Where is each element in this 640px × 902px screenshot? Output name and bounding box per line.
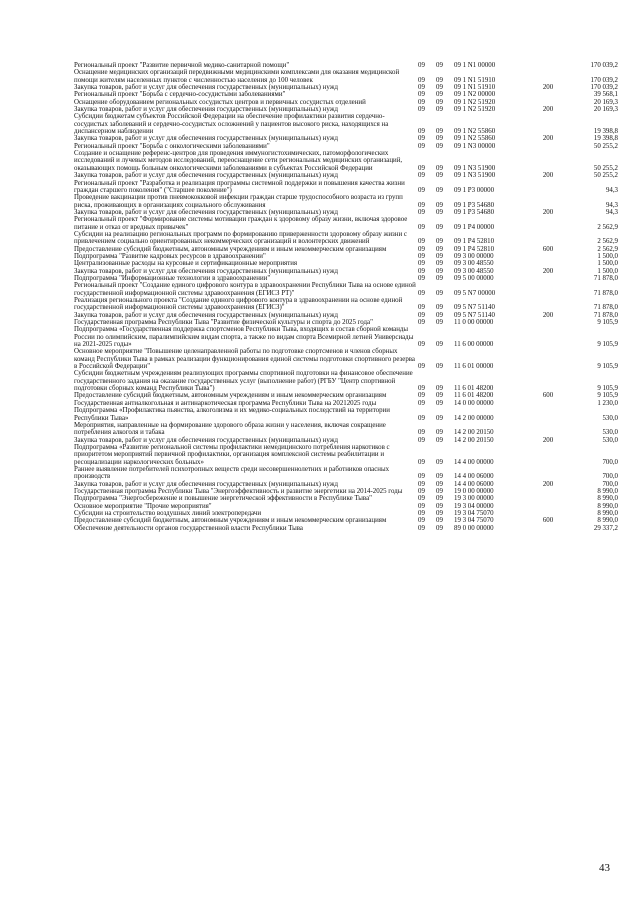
table-row bbox=[74, 260, 618, 267]
table-row bbox=[74, 466, 618, 481]
row-subsection-code: 09 bbox=[436, 135, 443, 143]
row-subsection-code: 09 bbox=[436, 238, 443, 246]
table-row bbox=[74, 143, 618, 150]
table-row bbox=[74, 84, 618, 91]
row-name: Региональный проект "Формирование системы мотивации граждан к здоровому образу жизни, включая здоровое питание и отказ от вредных привычек" bbox=[74, 216, 408, 231]
row-name: Закупка товаров, работ и услуг для обеспечения государственных (муниципальных) нужд bbox=[74, 480, 338, 488]
row-expense-type-code bbox=[536, 253, 560, 260]
row-section-code: 09 bbox=[418, 414, 425, 422]
row-target-article-code: 09 1 N2 51920 bbox=[454, 98, 496, 106]
row-subsection-code: 09 bbox=[436, 245, 443, 253]
table-row bbox=[74, 422, 618, 437]
row-subsection-code: 09 bbox=[436, 62, 443, 69]
row-amount: 50 255,2 bbox=[593, 164, 618, 172]
row-expense-type-code bbox=[536, 495, 560, 502]
row-subsection-code: 09 bbox=[436, 201, 443, 209]
row-name: Предоставление субсидий бюджетным, автономным учреждениям и иным некоммерческим организациям bbox=[74, 517, 387, 525]
table-row bbox=[74, 297, 618, 312]
row-name: Региональный проект "Борьба с онкологическими заболеваниями" bbox=[74, 142, 270, 150]
row-section-code: 09 bbox=[418, 245, 425, 253]
row-section-code: 09 bbox=[418, 517, 425, 525]
row-section-code: 09 bbox=[418, 399, 425, 407]
row-name: Подпрограмма «Профилактика пьянства, алкоголизма и их медико-социальных последствий на территории Республики Тыва» bbox=[74, 407, 390, 422]
row-amount: 2 562,9 bbox=[597, 238, 618, 246]
row-name: Оснащение медицинских организаций передвижными медицинскими комплексами для оказания медицинской помощи жителям населенных пунктов с численностью населения до 100 человек bbox=[74, 69, 400, 84]
row-expense-type-code: 200 bbox=[542, 208, 554, 216]
row-expense-type-code bbox=[536, 297, 560, 312]
row-subsection-code: 09 bbox=[436, 252, 443, 260]
row-name: Закупка товаров, работ и услуг для обеспечения государственных (муниципальных) нужд bbox=[74, 172, 338, 180]
row-expense-type-code bbox=[536, 400, 560, 407]
row-target-article-code: 09 5 N7 51140 bbox=[454, 311, 495, 319]
row-amount: 71 878,0 bbox=[593, 311, 618, 319]
row-section-code: 09 bbox=[418, 509, 425, 517]
row-name: Оснащение оборудованием региональных сосудистых центров и первичных сосудистых отделений bbox=[74, 98, 366, 106]
table-row bbox=[74, 481, 618, 488]
row-amount: 19 398,8 bbox=[593, 128, 618, 136]
row-amount: 1 230,0 bbox=[597, 399, 618, 407]
row-target-article-code: 19 3 04 00000 bbox=[454, 502, 494, 510]
row-target-article-code: 14 4 00 06000 bbox=[454, 473, 494, 481]
row-section-code: 09 bbox=[418, 164, 425, 172]
row-subsection-code: 09 bbox=[436, 487, 443, 495]
row-name: Региональный проект "Борьба с сердечно-сосудистыми заболеваниями" bbox=[74, 91, 286, 99]
row-expense-type-code bbox=[536, 150, 560, 172]
row-target-article-code: 11 6 01 48200 bbox=[454, 392, 494, 400]
table-row bbox=[74, 172, 618, 179]
row-name: Субсидии на строительство воздушных линий электропередачи bbox=[74, 509, 262, 517]
row-target-article-code: 09 1 N3 00000 bbox=[454, 142, 496, 150]
row-name: Закупка товаров, работ и услуг для обеспечения государственных (муниципальных) нужд bbox=[74, 311, 338, 319]
table-row bbox=[74, 392, 618, 399]
row-name: Закупка товаров, работ и услуг для обеспечения государственных (муниципальных) нужд bbox=[74, 106, 338, 114]
row-name: Обеспечение деятельности органов государственной власти Республики Тыва bbox=[74, 524, 303, 532]
row-target-article-code: 11 6 00 00000 bbox=[454, 341, 494, 349]
table-row bbox=[74, 91, 618, 98]
row-subsection-code: 09 bbox=[436, 414, 443, 422]
row-section-code: 09 bbox=[418, 62, 425, 69]
table-row bbox=[74, 282, 618, 297]
row-target-article-code: 09 5 N7 00000 bbox=[454, 289, 496, 297]
row-name: Государственная антиалкогольная и антинаркотическая программа Республики Тыва на 20212025 годы bbox=[74, 399, 377, 407]
row-expense-type-code: 200 bbox=[542, 135, 554, 143]
row-target-article-code: 09 1 N2 55860 bbox=[454, 128, 496, 136]
row-amount: 700,0 bbox=[602, 458, 618, 466]
row-amount: 8 990,0 bbox=[597, 487, 618, 495]
row-subsection-code: 09 bbox=[436, 106, 443, 114]
row-name: Основное мероприятие "Повышение целенаправленной работы по подготовке спортсменов и членов сборных команд Республики Тыва в рамках реализации функционирования единой системы подготовки спортивного резерва в Российской Федерации" bbox=[74, 348, 415, 371]
row-name: Реализация регионального проекта "Создание единого цифрового контура в здравоохранении на основе единой государственной информационной системы здравоохранения (ЕГИСЗ)" bbox=[74, 297, 403, 312]
row-name: Закупка товаров, работ и услуг для обеспечения государственных (муниципальных) нужд bbox=[74, 436, 338, 444]
row-section-code: 09 bbox=[418, 208, 425, 216]
row-subsection-code: 09 bbox=[436, 517, 443, 525]
row-expense-type-code: 200 bbox=[542, 172, 554, 180]
row-name: Региональный проект "Разработка и реализация программы системной поддержки и повышения качества жизни граждан старшего поколения" ("Старшее поколение") bbox=[74, 179, 405, 194]
row-expense-type-code bbox=[536, 180, 560, 195]
row-expense-type-code bbox=[536, 510, 560, 517]
row-amount: 50 255,2 bbox=[593, 172, 618, 180]
table-row bbox=[74, 437, 618, 444]
row-expense-type-code bbox=[536, 216, 560, 231]
row-target-article-code: 19 3 04 75070 bbox=[454, 509, 494, 517]
row-section-code: 09 bbox=[418, 128, 425, 136]
row-section-code: 09 bbox=[418, 473, 425, 481]
table-row bbox=[74, 495, 618, 502]
table-row bbox=[74, 180, 618, 195]
row-amount: 20 169,3 bbox=[593, 106, 618, 114]
row-target-article-code: 09 1 P3 00000 bbox=[454, 186, 495, 194]
table-row bbox=[74, 99, 618, 106]
row-target-article-code: 09 1 N1 51910 bbox=[454, 84, 496, 92]
row-target-article-code: 19 3 00 00000 bbox=[454, 495, 494, 503]
row-expense-type-code bbox=[536, 319, 560, 326]
row-amount: 94,3 bbox=[605, 186, 618, 194]
row-expense-type-code: 600 bbox=[542, 245, 554, 253]
row-target-article-code: 14 4 00 00000 bbox=[454, 458, 494, 466]
row-section-code: 09 bbox=[418, 319, 425, 327]
row-name: Региональный проект "Создание единого цифрового контура в здравоохранении Республики Тыва на основе единой государственной информационной системы здравоохранения (ЕГИСЗ РТ)" bbox=[74, 282, 416, 297]
row-expense-type-code: 200 bbox=[542, 480, 554, 488]
row-target-article-code: 11 6 01 48200 bbox=[454, 385, 494, 393]
row-expense-type-code bbox=[536, 282, 560, 297]
table-row bbox=[74, 246, 618, 253]
table-row bbox=[74, 106, 618, 113]
row-amount: 530,0 bbox=[602, 414, 618, 422]
row-target-article-code: 09 1 N3 51900 bbox=[454, 164, 496, 172]
row-subsection-code: 09 bbox=[436, 502, 443, 510]
table-row bbox=[74, 231, 618, 246]
row-subsection-code: 09 bbox=[436, 98, 443, 106]
row-section-code: 09 bbox=[418, 172, 425, 180]
row-amount: 2 562,9 bbox=[597, 245, 618, 253]
row-name: Субсидии бюджетным учреждениям реализующих программы спортивной подготовки на финансовое обеспечение государственного задания на оказание государственных услуг (выполнение работ) (РГБУ "Центр спортивной подготовки сборных команд Республики Тыва") bbox=[74, 370, 413, 393]
row-subsection-code: 09 bbox=[436, 311, 443, 319]
row-target-article-code: 89 0 00 00000 bbox=[454, 524, 494, 532]
row-expense-type-code bbox=[536, 422, 560, 437]
row-subsection-code: 09 bbox=[436, 84, 443, 92]
row-expense-type-code bbox=[536, 466, 560, 481]
row-subsection-code: 09 bbox=[436, 509, 443, 517]
table-row bbox=[74, 150, 618, 172]
row-amount: 29 337,2 bbox=[593, 524, 618, 532]
row-amount: 71 878,0 bbox=[593, 304, 618, 312]
row-expense-type-code: 600 bbox=[542, 392, 554, 400]
row-section-code: 09 bbox=[418, 524, 425, 532]
row-amount: 8 990,0 bbox=[597, 517, 618, 525]
row-target-article-code: 09 1 N1 51910 bbox=[454, 76, 496, 84]
row-section-code: 09 bbox=[418, 502, 425, 510]
table-row bbox=[74, 326, 618, 348]
row-subsection-code: 09 bbox=[436, 186, 443, 194]
row-target-article-code: 09 1 P4 52810 bbox=[454, 238, 495, 246]
row-name: Мероприятия, направленные на формирование здорового образа жизни у населения, включая сокращение потребления алкоголя и табака bbox=[74, 421, 386, 437]
row-section-code: 09 bbox=[418, 98, 425, 106]
row-target-article-code: 09 1 P4 52810 bbox=[454, 245, 495, 253]
row-expense-type-code bbox=[536, 503, 560, 510]
row-subsection-code: 09 bbox=[436, 172, 443, 180]
row-target-article-code: 09 3 00 48550 bbox=[454, 267, 494, 275]
row-expense-type-code bbox=[536, 260, 560, 267]
row-section-code: 09 bbox=[418, 76, 425, 84]
row-expense-type-code bbox=[536, 99, 560, 106]
table-row bbox=[74, 510, 618, 517]
row-amount: 530,0 bbox=[602, 429, 618, 437]
table-row bbox=[74, 400, 618, 407]
row-target-article-code: 09 5 N7 51140 bbox=[454, 304, 495, 312]
row-expense-type-code bbox=[536, 370, 560, 392]
row-section-code: 09 bbox=[418, 260, 425, 268]
row-amount: 1 500,0 bbox=[597, 260, 618, 268]
row-target-article-code: 19 0 00 00000 bbox=[454, 487, 494, 495]
row-subsection-code: 09 bbox=[436, 392, 443, 400]
row-subsection-code: 09 bbox=[436, 473, 443, 481]
table-row bbox=[74, 525, 618, 532]
row-name: Основное мероприятие "Прочие мероприятия" bbox=[74, 502, 212, 510]
row-name: Создание и оснащение референс-центров для проведения иммуногистохимических, патоморфологических исследований и лучевых методов исследований, переоснащение сети региональных медицинских организаций, оказывающих помощь больным онкологическими заболеваниями в субъектах Российской Федерации bbox=[74, 150, 403, 172]
table-row bbox=[74, 216, 618, 231]
row-target-article-code: 11 6 01 00000 bbox=[454, 363, 494, 371]
row-name: Предоставление субсидий бюджетным, автономным учреждениям и иным некоммерческим организациям bbox=[74, 392, 387, 400]
row-expense-type-code bbox=[536, 194, 560, 209]
row-target-article-code: 11 0 00 00000 bbox=[454, 319, 494, 327]
row-name: Подпрограмма "Энергосбережение и повышение энергетической эффективности в Республике Тыва" bbox=[74, 495, 372, 503]
row-amount: 9 105,9 bbox=[597, 392, 618, 400]
table-row bbox=[74, 275, 618, 282]
budget-table bbox=[74, 62, 618, 532]
row-section-code: 09 bbox=[418, 135, 425, 143]
row-subsection-code: 09 bbox=[436, 399, 443, 407]
row-amount: 530,0 bbox=[602, 436, 618, 444]
row-section-code: 09 bbox=[418, 392, 425, 400]
row-subsection-code: 09 bbox=[436, 319, 443, 327]
row-subsection-code: 09 bbox=[436, 164, 443, 172]
row-section-code: 09 bbox=[418, 363, 425, 371]
row-name: Подпрограмма "Развитие кадровых ресурсов в здравоохранении" bbox=[74, 252, 266, 260]
row-subsection-code: 09 bbox=[436, 267, 443, 275]
row-amount: 1 500,0 bbox=[597, 267, 618, 275]
row-amount: 9 105,9 bbox=[597, 363, 618, 371]
row-name: Закупка товаров, работ и услуг для обеспечения государственных (муниципальных) нужд bbox=[74, 267, 338, 275]
row-section-code: 09 bbox=[418, 341, 425, 349]
row-target-article-code: 09 1 N2 51920 bbox=[454, 106, 496, 114]
row-section-code: 09 bbox=[418, 238, 425, 246]
table-row bbox=[74, 370, 618, 392]
row-section-code: 09 bbox=[418, 311, 425, 319]
row-subsection-code: 09 bbox=[436, 289, 443, 297]
row-expense-type-code: 200 bbox=[542, 436, 554, 444]
row-amount: 170 039,2 bbox=[590, 62, 618, 69]
row-expense-type-code bbox=[536, 113, 560, 135]
row-subsection-code: 09 bbox=[436, 363, 443, 371]
row-amount: 8 990,0 bbox=[597, 495, 618, 503]
row-subsection-code: 09 bbox=[436, 76, 443, 84]
row-amount: 170 039,2 bbox=[590, 76, 618, 84]
row-section-code: 09 bbox=[418, 385, 425, 393]
row-expense-type-code bbox=[536, 231, 560, 246]
row-section-code: 09 bbox=[418, 223, 425, 231]
row-section-code: 09 bbox=[418, 304, 425, 312]
row-expense-type-code bbox=[536, 348, 560, 370]
row-amount: 2 562,9 bbox=[597, 223, 618, 231]
row-name: Подпрограмма «Государственная поддержка спортсменов Республики Тыва, входящих в состав сборной команды России по олимпийским, паралимпийским видам спорта, а также по видам спорта Всемирной летней Универсиады на 2021-2025 годы» bbox=[74, 326, 414, 349]
row-name: Закупка товаров, работ и услуг для обеспечения государственных (муниципальных) нужд bbox=[74, 208, 338, 216]
row-name: Субсидии на реализацию региональных программ по формированию приверженности здоровому образу жизни с привлечением социально ориентированных некоммерческих организаций и волонтерских движений bbox=[74, 230, 407, 246]
row-expense-type-code bbox=[536, 444, 560, 466]
row-target-article-code: 14 0 00 00000 bbox=[454, 399, 494, 407]
table-row bbox=[74, 135, 618, 142]
row-section-code: 09 bbox=[418, 495, 425, 503]
table-row bbox=[74, 319, 618, 326]
table-row bbox=[74, 62, 618, 69]
table-row bbox=[74, 407, 618, 422]
row-expense-type-code: 200 bbox=[542, 311, 554, 319]
table-row bbox=[74, 253, 618, 260]
row-subsection-code: 09 bbox=[436, 495, 443, 503]
row-target-article-code: 09 1 P4 00000 bbox=[454, 223, 495, 231]
row-section-code: 09 bbox=[418, 487, 425, 495]
table-row bbox=[74, 517, 618, 524]
row-subsection-code: 09 bbox=[436, 480, 443, 488]
row-target-article-code: 14 4 00 06000 bbox=[454, 480, 494, 488]
table-body bbox=[74, 62, 618, 532]
row-name: Проведение вакцинации против пневмококковой инфекции граждан старше трудоспособного возраста из групп риска, проживающих в организациях социального обслуживания bbox=[74, 194, 403, 209]
row-expense-type-code bbox=[536, 525, 560, 532]
row-section-code: 09 bbox=[418, 201, 425, 209]
table-row bbox=[74, 194, 618, 209]
row-amount: 1 500,0 bbox=[597, 252, 618, 260]
row-amount: 50 255,2 bbox=[593, 142, 618, 150]
table-row bbox=[74, 503, 618, 510]
row-target-article-code: 09 1 N2 00000 bbox=[454, 91, 496, 99]
row-name: Государственная программа Республики Тыва "Энергоэффективность и развитие энергетики на 2014-2025 годы bbox=[74, 487, 403, 495]
row-amount: 20 169,3 bbox=[593, 98, 618, 106]
row-section-code: 09 bbox=[418, 436, 425, 444]
row-name: Государственная программа Республики Тыва "Развитие физической культуры и спорта до 2025 года" bbox=[74, 319, 373, 327]
table-row bbox=[74, 69, 618, 84]
row-subsection-code: 09 bbox=[436, 274, 443, 282]
row-subsection-code: 09 bbox=[436, 429, 443, 437]
row-section-code: 09 bbox=[418, 91, 425, 99]
row-expense-type-code bbox=[536, 91, 560, 98]
row-expense-type-code: 600 bbox=[542, 517, 554, 525]
row-subsection-code: 09 bbox=[436, 260, 443, 268]
row-subsection-code: 09 bbox=[436, 524, 443, 532]
row-name: Подпрограмма «Развитие региональной системы профилактики немедицинского потребления наркотиков с приоритетом мероприятий первичной профилактики, организация комплексной системы реабилитации и ресоциализации наркологических больных» bbox=[74, 443, 390, 466]
row-target-article-code: 09 3 00 00000 bbox=[454, 252, 494, 260]
row-section-code: 09 bbox=[418, 186, 425, 194]
row-name: Раннее выявление потребителей психотропных веществ среди несовершеннолетних и работников опасных производств bbox=[74, 465, 390, 481]
row-amount: 19 398,8 bbox=[593, 135, 618, 143]
row-target-article-code: 09 1 N3 51900 bbox=[454, 172, 496, 180]
row-section-code: 09 bbox=[418, 142, 425, 150]
row-subsection-code: 09 bbox=[436, 458, 443, 466]
row-amount: 8 990,0 bbox=[597, 502, 618, 510]
row-section-code: 09 bbox=[418, 480, 425, 488]
row-expense-type-code bbox=[536, 326, 560, 348]
page-number: 43 bbox=[599, 862, 610, 874]
row-name: Подпрограмма "Информационные технологии в здравоохранении" bbox=[74, 274, 271, 282]
row-section-code: 09 bbox=[418, 252, 425, 260]
table-row bbox=[74, 444, 618, 466]
row-target-article-code: 09 1 P3 54680 bbox=[454, 208, 495, 216]
row-name: Закупка товаров, работ и услуг для обеспечения государственных (муниципальных) нужд bbox=[74, 84, 338, 92]
row-name: Региональный проект "Развитие первичной медико-санитарной помощи" bbox=[74, 62, 290, 69]
row-subsection-code: 09 bbox=[436, 128, 443, 136]
row-amount: 700,0 bbox=[602, 473, 618, 481]
row-subsection-code: 09 bbox=[436, 304, 443, 312]
row-expense-type-code bbox=[536, 407, 560, 422]
row-amount: 9 105,9 bbox=[597, 319, 618, 327]
row-target-article-code: 09 1 N2 55860 bbox=[454, 135, 496, 143]
row-target-article-code: 14 2 00 20150 bbox=[454, 429, 494, 437]
table-row bbox=[74, 209, 618, 216]
row-subsection-code: 09 bbox=[436, 436, 443, 444]
row-section-code: 09 bbox=[418, 84, 425, 92]
row-amount: 71 878,0 bbox=[593, 274, 618, 282]
row-name: Субсидии бюджетам субъектов Российской Федерации на обеспечение профилактики развития сердечно-сосудистых заболеваний и сердечно-сосудистых осложнений у пациентов высокого риска, находящихся на диспансерном наблюдении bbox=[74, 113, 389, 136]
row-section-code: 09 bbox=[418, 267, 425, 275]
row-target-article-code: 09 1 P3 54680 bbox=[454, 201, 495, 209]
row-expense-type-code: 200 bbox=[542, 106, 554, 114]
row-expense-type-code bbox=[536, 275, 560, 282]
row-amount: 170 039,2 bbox=[590, 84, 618, 92]
row-subsection-code: 09 bbox=[436, 91, 443, 99]
row-amount: 9 105,9 bbox=[597, 385, 618, 393]
row-expense-type-code: 200 bbox=[542, 267, 554, 275]
row-subsection-code: 09 bbox=[436, 385, 443, 393]
row-section-code: 09 bbox=[418, 289, 425, 297]
row-amount: 9 105,9 bbox=[597, 341, 618, 349]
document-page bbox=[74, 62, 618, 532]
row-section-code: 09 bbox=[418, 274, 425, 282]
table-row bbox=[74, 312, 618, 319]
row-amount: 71 878,0 bbox=[593, 289, 618, 297]
row-name: Предоставление субсидий бюджетным, автономным учреждениям и иным некоммерческим организациям bbox=[74, 245, 387, 253]
row-expense-type-code bbox=[536, 488, 560, 495]
row-target-article-code: 09 3 00 48550 bbox=[454, 260, 494, 268]
row-subsection-code: 09 bbox=[436, 223, 443, 231]
row-target-article-code: 19 3 04 75070 bbox=[454, 517, 494, 525]
row-target-article-code: 09 5 00 00000 bbox=[454, 274, 494, 282]
row-expense-type-code: 200 bbox=[542, 84, 554, 92]
row-target-article-code: 14 2 00 20150 bbox=[454, 436, 494, 444]
row-name: Закупка товаров, работ и услуг для обеспечения государственных (муниципальных) нужд bbox=[74, 135, 338, 143]
table-row bbox=[74, 488, 618, 495]
row-section-code: 09 bbox=[418, 458, 425, 466]
row-subsection-code: 09 bbox=[436, 208, 443, 216]
table-row bbox=[74, 268, 618, 275]
row-target-article-code: 09 1 N1 00000 bbox=[454, 62, 496, 69]
row-expense-type-code bbox=[536, 143, 560, 150]
row-amount: 8 990,0 bbox=[597, 509, 618, 517]
row-section-code: 09 bbox=[418, 429, 425, 437]
row-expense-type-code bbox=[536, 62, 560, 69]
row-amount: 700,0 bbox=[602, 480, 618, 488]
row-amount: 39 568,1 bbox=[593, 91, 618, 99]
row-subsection-code: 09 bbox=[436, 142, 443, 150]
row-section-code: 09 bbox=[418, 106, 425, 114]
row-target-article-code: 14 2 00 00000 bbox=[454, 414, 494, 422]
row-amount: 94,3 bbox=[605, 201, 618, 209]
table-row bbox=[74, 113, 618, 135]
table-row bbox=[74, 348, 618, 370]
row-name: Централизованные расходы на курсовые и сертификационные мероприятия bbox=[74, 260, 298, 268]
row-subsection-code: 09 bbox=[436, 341, 443, 349]
row-expense-type-code bbox=[536, 69, 560, 84]
row-amount: 94,3 bbox=[605, 208, 618, 216]
